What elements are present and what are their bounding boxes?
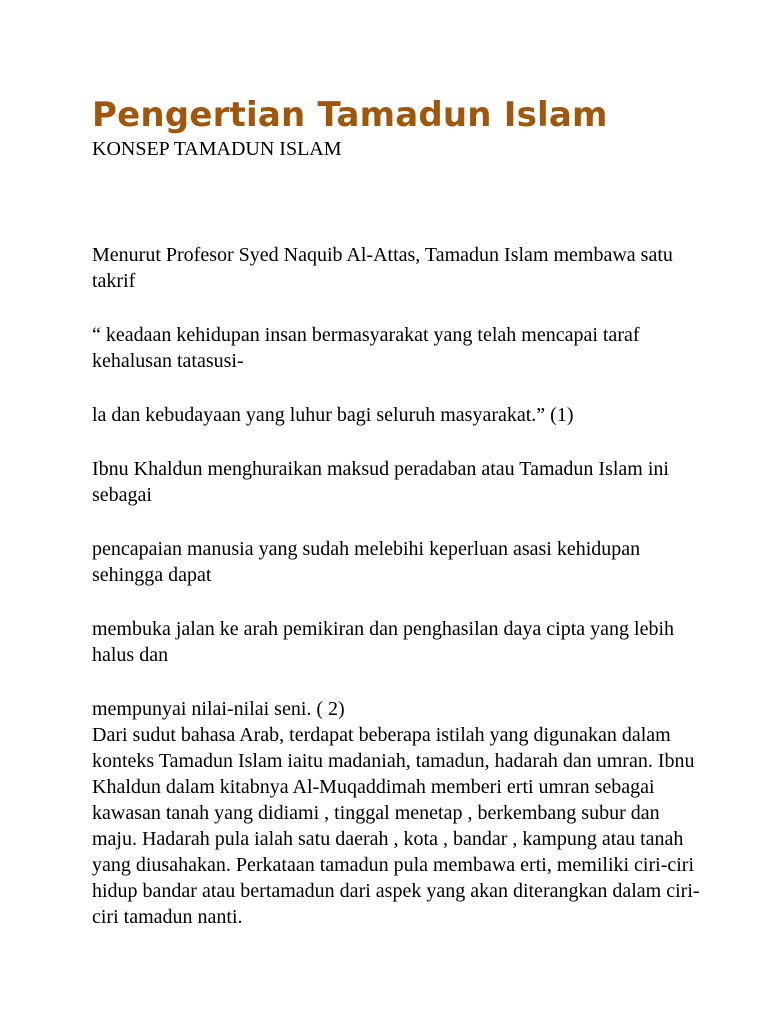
paragraph-1: Menurut Profesor Syed Naquib Al-Attas, Tamadun Islam membawa satu takrif	[92, 244, 673, 292]
spacer	[92, 508, 708, 536]
spacer	[92, 374, 708, 402]
spacer	[92, 428, 708, 456]
paragraph-6: membuka jalan ke arah pemikiran dan penghasilan daya cipta yang lebih halus dan	[92, 618, 675, 666]
paragraph-7: mempunyai nilai-nilai seni. ( 2)	[92, 698, 345, 720]
spacer	[92, 588, 708, 616]
spacer	[92, 294, 708, 322]
paragraph-5: pencapaian manusia yang sudah melebihi keperluan asasi kehidupan sehingga dapat	[92, 538, 641, 586]
spacer	[92, 668, 708, 696]
paragraph-4: Ibnu Khaldun menghuraikan maksud peradaban atau Tamadun Islam ini sebagai	[92, 458, 669, 506]
page-title: Pengertian Tamadun Islam	[92, 95, 608, 135]
paragraph-3: la dan kebudayaan yang luhur bagi seluruh masyarakat.” (1)	[92, 404, 574, 426]
document-body	[92, 242, 708, 930]
spacer	[92, 162, 708, 242]
section-heading: KONSEP TAMADUN ISLAM	[92, 138, 342, 160]
paragraph-8: Dari sudut bahasa Arab, terdapat beberapa istilah yang digunakan dalam konteks Tamadun Islam iaitu madaniah, tamadun, hadarah dan umran. Ibnu Khaldun dalam kitabnya Al-Muqaddimah memberi erti umran sebagai kawasan tanah yang didiami , tinggal menetap , berkembang subur dan maju. Hadarah pula ialah satu daerah , kota , bandar , kampung atau tanah yang diusahakan. Perkataan tamadun pula membawa erti, memiliki ciri-ciri hidup bandar atau bertamadun dari aspek yang akan diterangkan dalam ciri-ciri tamadun nanti.	[92, 724, 700, 928]
paragraph-2: “ keadaan kehidupan insan bermasyarakat yang telah mencapai taraf kehalusan tatasusi-	[92, 324, 640, 372]
